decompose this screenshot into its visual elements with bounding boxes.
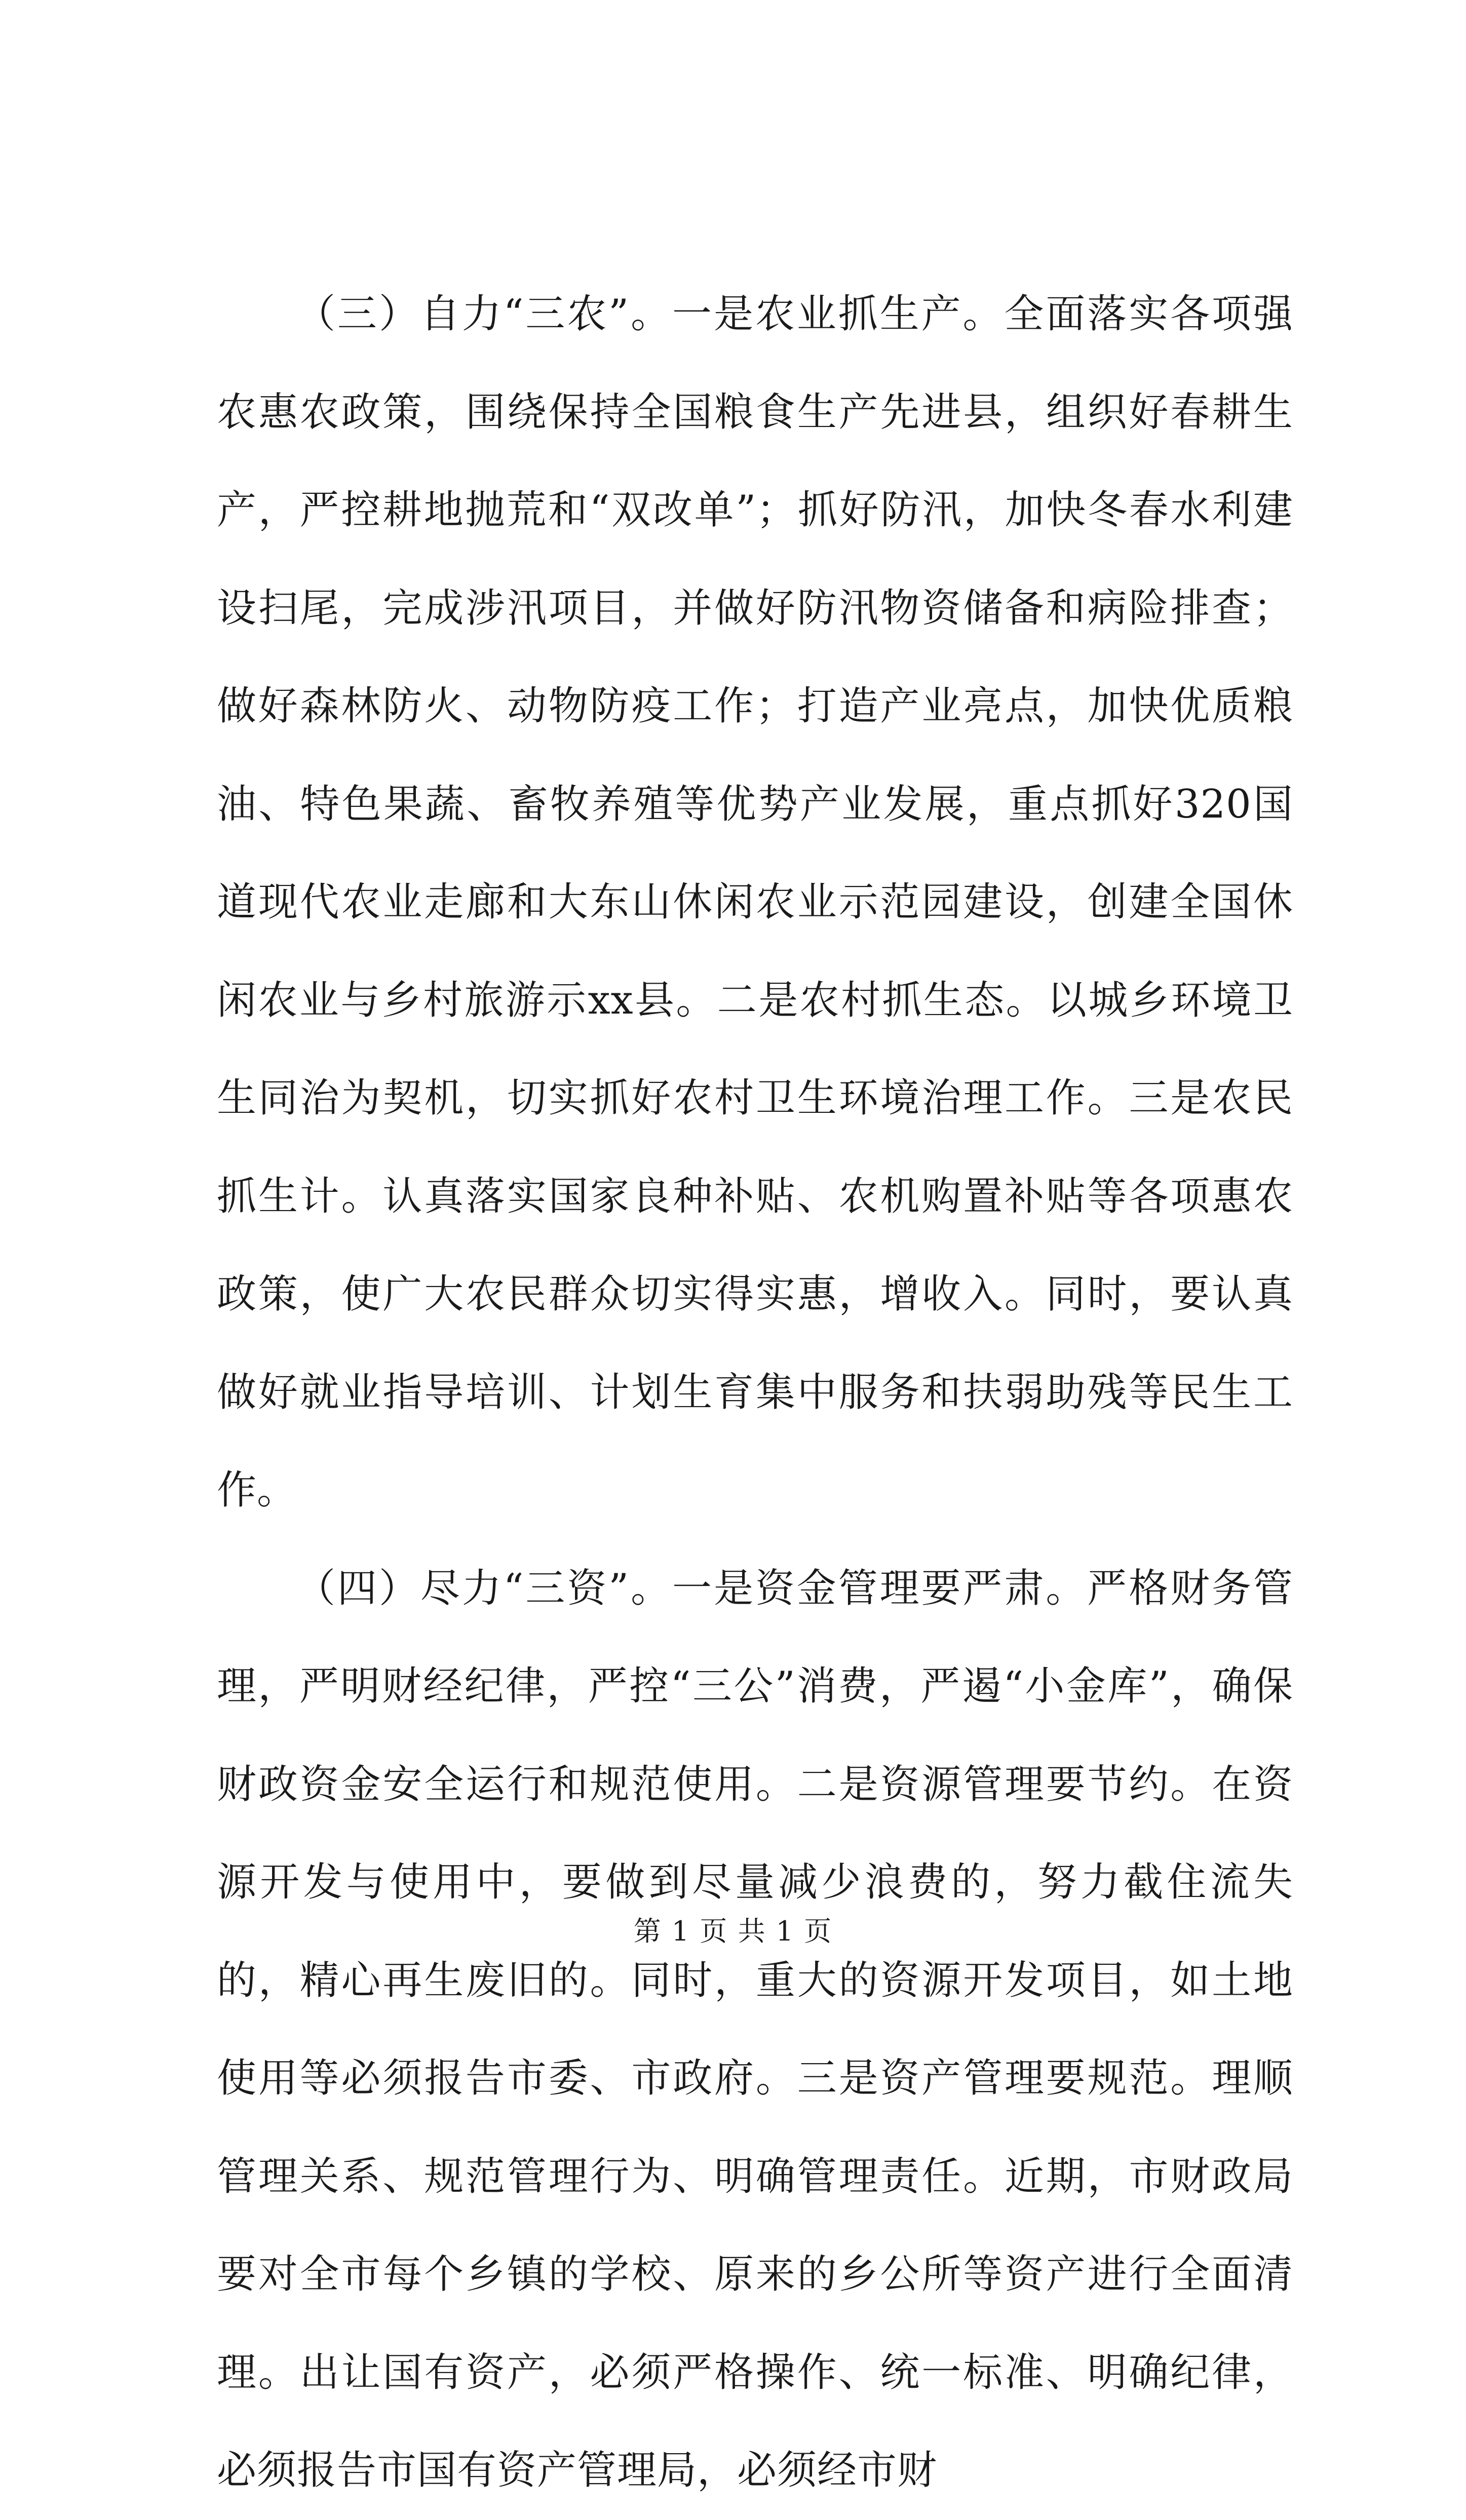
paragraph-san-zi: （四）尽力“三资”。一是资金管理要严肃。严格财务管理，严明财经纪律，严控“三公”消费，严遏“小金库”，确保财政资金安全运行和规范使用。二是资源管理要节约。在资源开发与使用中，要做到尽量减少浪费的，努力截住流失的，精心再生废旧的。同时，重大的资源开发项目，如土地使用等必须报告市委、市政府。三是资产管理要规范。理顺管理关系、规范管理行为、明确管理责任。近期，市财政局要对全市每个乡镇的学校、原来的乡公所等资产进行全面清理。出让国有资产，必须严格操作、统一标准、明确纪律，必须报告市国有资产管理局，必须经市财 (217, 1565, 1293, 2493)
paragraph-san-nong: （三）自力“三农”。一是农业抓生产。全面落实各项强农惠农政策，围绕保持全国粮食生产先进县，组织好春耕生产，严控耕地抛荒和“双改单”；抓好防汛，加快冬春水利建设扫尾，完成涉汛项目，并做好防汛物资储备和病险排查；做好森林防火、动物防疫工作；打造产业亮点，加快优质粮油、特色果蔬、畜牧养殖等优势产业发展，重点抓好320国道现代农业走廊和大东山休闲农业示范园建设，创建全国休闲农业与乡村旅游示xx县。二是农村抓生态。以城乡环境卫生同治为契机，切实抓好农村卫生环境治理工作。三是农民抓生计。认真落实国家良种补贴、农机购置补贴等各项惠农政策，使广大农民群众切实得实惠，增收入。同时，要认真做好就业指导培训、计划生育集中服务和扶弱助残等民生工作。 (217, 291, 1293, 1513)
page-footer: 第 1 页 共 1 页 (633, 1915, 833, 1947)
document-body (217, 265, 1293, 2520)
